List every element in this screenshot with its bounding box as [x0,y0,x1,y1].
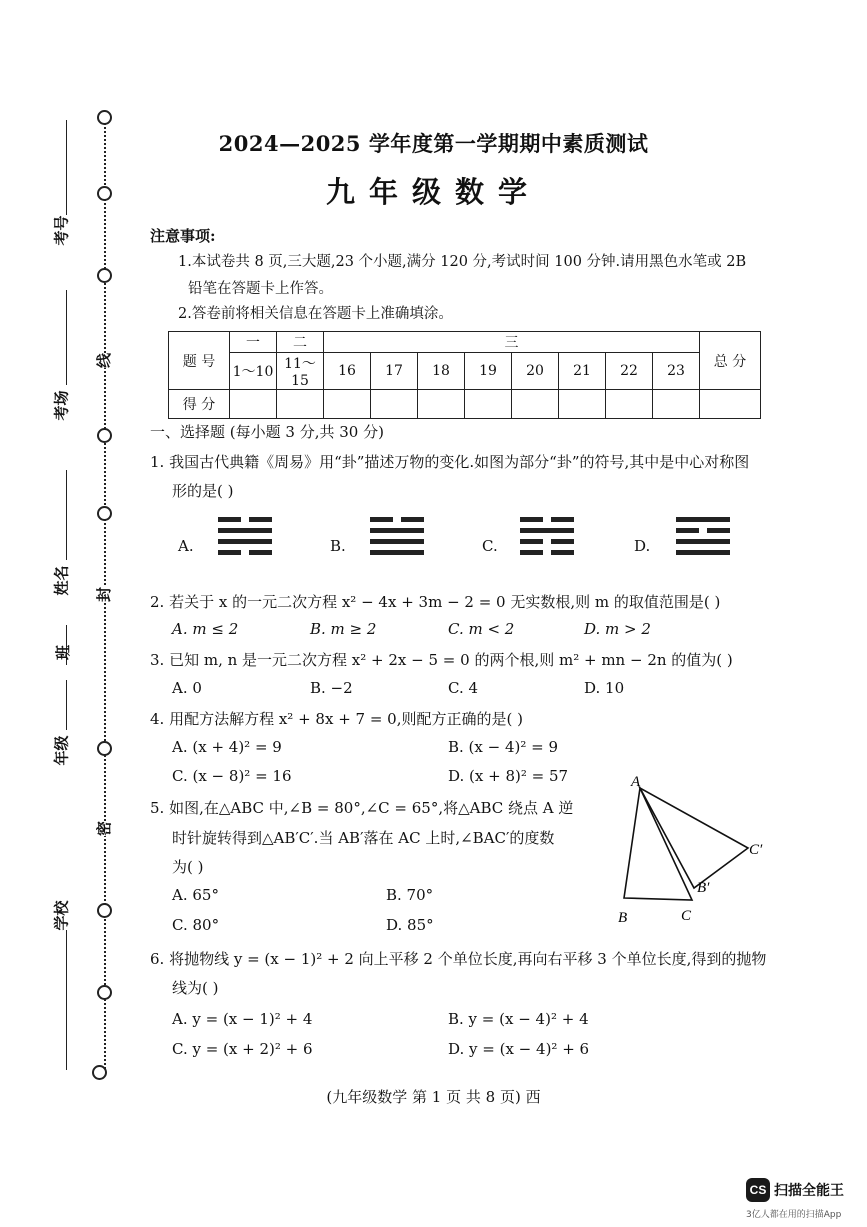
score-cell [465,390,512,419]
question-5-option-c: C. 80° [172,916,220,934]
binding-hole [97,985,112,1000]
exam-room-line [66,290,67,385]
exam-title: 2024—2025 学年度第一学期期中素质测试 [218,131,649,156]
option-c-label: C. [482,537,498,555]
section-heading: 一、选择题 (每小题 3 分,共 30 分) [150,423,384,441]
score-cell [277,390,324,419]
question-4-option-d: D. (x + 8)² = 57 [448,767,569,785]
question-2-option-b: B. m ≥ 2 [310,620,377,638]
question-4-option-b: B. (x − 4)² = 9 [448,738,559,756]
scanner-name: 扫描全能王 [774,1183,844,1199]
question-2-option-a: A. m ≤ 2 [172,620,239,638]
question-2-option-d: D. m > 2 [584,620,651,638]
question-4-option-c: C. (x − 8)² = 16 [172,767,292,785]
exam-number-label: 考号 [52,215,71,246]
subject-title: 九年级数学 [325,175,541,209]
question-5-stem-cont: 时针旋转得到△AB′C′.当 AB′落在 AC 上时,∠BAC′的度数 [172,829,555,847]
question-1-stem-cont: 形的是( ) [172,482,234,500]
scanner-logo-icon: CS [746,1178,770,1202]
seal-mark-secret: 密 [95,820,114,837]
header-cell: 题 号 [169,332,230,390]
header-cell: 总 分 [700,332,761,390]
question-5-stem: 5. 如图,在△ABC 中,∠B = 80°,∠C = 65°,将△ABC 绕点 A 逆 [150,799,574,817]
school-line [66,930,67,1070]
binding-hole [97,428,112,443]
point-c-prime-label: C′ [749,842,763,858]
question-6-option-a: A. y = (x − 1)² + 4 [172,1010,313,1028]
name-line [66,470,67,560]
header-cell: 1～10 [230,353,277,390]
grade-line [66,680,67,730]
scanner-tagline: 3亿人都在用的扫描App [746,1210,842,1220]
score-cell [512,390,559,419]
seal-mark-line: 线 [95,352,114,369]
score-cell [653,390,700,419]
notice-item-1: 1.本试卷共 8 页,三大题,23 个小题,满分 120 分,考试时间 100 分钟.请用黑色水笔或 2B [178,254,747,270]
question-3-option-d: D. 10 [584,679,625,697]
header-cell: 21 [559,353,606,390]
option-d-label: D. [634,537,651,555]
name-label: 姓名 [52,565,71,596]
question-5-option-b: B. 70° [386,886,434,904]
triangle-abc [624,788,692,900]
question-3-option-a: A. 0 [172,679,202,697]
question-4-option-a: A. (x + 4)² = 9 [172,738,282,756]
header-cell: 20 [512,353,559,390]
point-c-label: C [681,908,692,924]
trigram-b-icon [370,517,424,573]
binding-hole [97,268,112,283]
binding-hole [97,903,112,918]
question-3-option-b: B. −2 [310,679,353,697]
point-b-label: B [618,910,628,926]
score-cell [559,390,606,419]
header-cell: 得 分 [169,390,230,419]
binding-hole [97,110,112,125]
header-cell: 22 [606,353,653,390]
question-3-option-c: C. 4 [448,679,479,697]
header-cell: 二 [277,332,324,353]
score-cell [324,390,371,419]
school-label: 学校 [52,900,71,931]
question-2-option-c: C. m < 2 [448,620,515,638]
exam-room-label: 考场 [52,390,71,421]
point-b-prime-label: B′ [697,880,710,896]
score-cell [700,390,761,419]
binding-hole [92,1065,107,1080]
grade-label: 年级 [52,735,71,766]
trigram-d-icon [676,517,730,573]
notice-item-1-cont: 铅笔在答题卡上作答。 [188,281,333,297]
header-cell: 17 [371,353,418,390]
score-cell [418,390,465,419]
header-cell: 18 [418,353,465,390]
score-table [168,331,761,419]
trigram-c-icon [520,517,574,573]
question-6-option-b: B. y = (x − 4)² + 4 [448,1010,589,1028]
score-cell [606,390,653,419]
header-cell: 16 [324,353,371,390]
point-a-label: A [631,774,641,790]
question-4-stem: 4. 用配方法解方程 x² + 8x + 7 = 0,则配方正确的是( ) [150,710,523,728]
option-a-label: A. [178,537,194,555]
score-cell [371,390,418,419]
header-cell: 三 [324,332,700,353]
question-5-option-d: D. 85° [386,916,434,934]
question-5-option-a: A. 65° [172,886,219,904]
question-6-stem-cont: 线为( ) [172,979,219,997]
score-cell [230,390,277,419]
question-6-option-d: D. y = (x − 4)² + 6 [448,1040,590,1058]
question-2-stem: 2. 若关于 x 的一元二次方程 x² − 4x + 3m − 2 = 0 无实数根,则 m 的取值范围是( ) [150,593,721,611]
question-1-stem: 1. 我国古代典籍《周易》用“卦”描述万物的变化.如图为部分“卦”的符号,其中是中心对称图 [150,453,750,471]
header-cell: 23 [653,353,700,390]
class-label: 班 [54,644,73,661]
seal-mark-seal: 封 [95,586,114,603]
triangle-ab2c2 [640,788,748,888]
page-footer: (九年级数学 第 1 页 共 8 页) 西 [326,1088,541,1106]
header-cell: 11～15 [277,353,324,390]
header-cell: 19 [465,353,512,390]
notice-item-2: 2.答卷前将相关信息在答题卡上准确填涂。 [178,306,453,322]
trigram-a-icon [218,517,272,573]
binding-hole [97,506,112,521]
question-6-stem: 6. 将抛物线 y = (x − 1)² + 2 向上平移 2 个单位长度,再向右平移 3 个单位长度,得到的抛物 [150,950,767,968]
header-cell: 一 [230,332,277,353]
binding-hole [97,741,112,756]
notice-heading: 注意事项: [150,227,216,245]
triangle-rotation-figure [608,770,778,930]
question-3-stem: 3. 已知 m, n 是一元二次方程 x² + 2x − 5 = 0 的两个根,则 m² + mn − 2n 的值为( ) [150,651,733,669]
question-6-option-c: C. y = (x + 2)² + 6 [172,1040,313,1058]
question-5-stem-end: 为( ) [172,858,204,876]
option-b-label: B. [330,537,346,555]
